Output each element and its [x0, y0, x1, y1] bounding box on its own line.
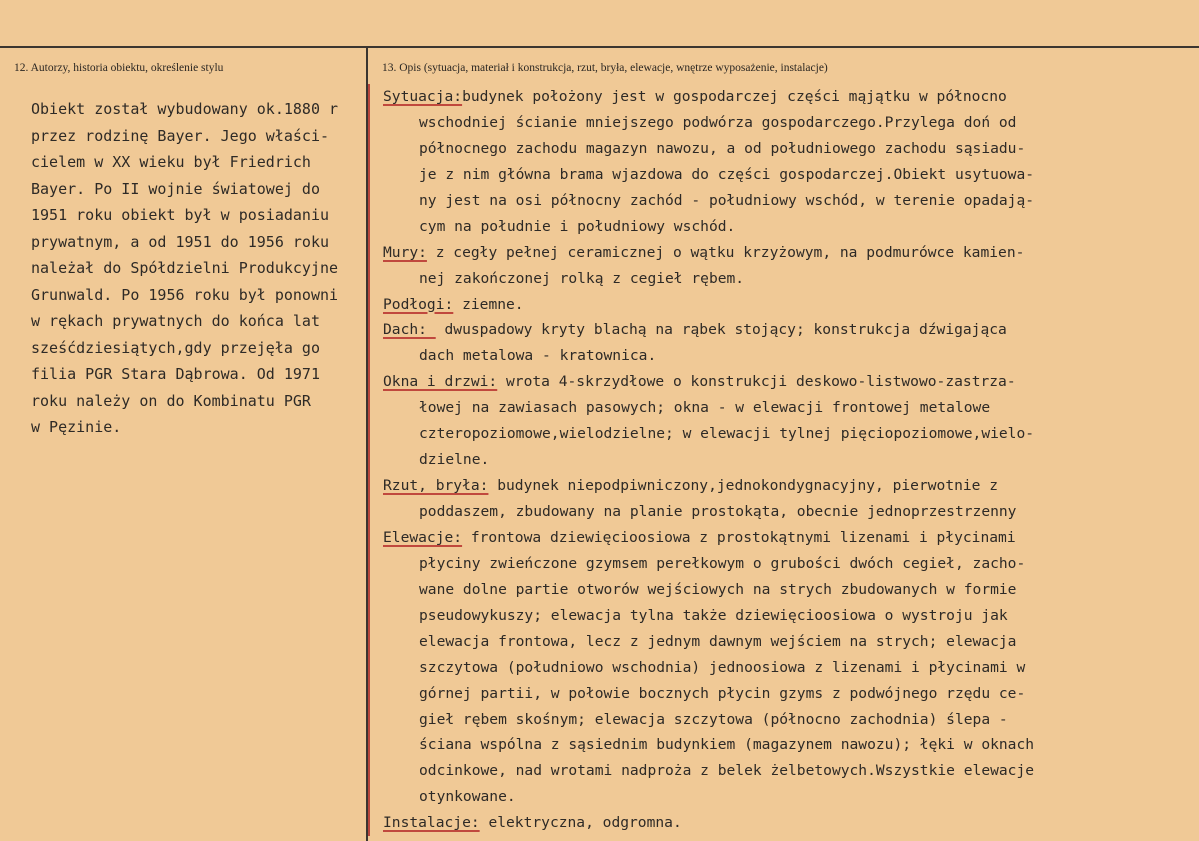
section-continuation-line: dach metalowa - kratownica. [419, 347, 657, 365]
history-line: Obiekt został wybudowany ok.1880 r [31, 100, 339, 118]
section-label: Rzut, bryła: [383, 477, 489, 495]
section-continuation-line: elewacja frontowa, lecz z jednym dawnym wejściem na strych; elewacja [419, 632, 1017, 650]
history-line: sześćdziesiątych,gdy przejęła go [31, 338, 320, 357]
section-label: Okna i drzwi: [383, 373, 498, 391]
section-label: Instalacje: [383, 814, 480, 832]
section-text: ziemne. [453, 295, 524, 313]
history-line: roku należy on do Kombinatu PGR [31, 391, 311, 410]
history-line: filia PGR Stara Dąbrowa. Od 1971 [31, 365, 320, 383]
section-continuation-line: odcinkowe, nad wrotami nadproża z belek żelbetowych.Wszystkie elewacje [419, 762, 1035, 780]
section-text: budynek położony jest w gospodarczej części mąjątku w północno [462, 88, 1007, 105]
history-line: Bayer. Po II wojnie światowej do [31, 179, 320, 198]
section-continuation-line: ny jest na osi północny zachód - południowy wschód, w terenie opadają- [419, 191, 1035, 209]
section-continuation-line: cym na południe i południowy wschód. [419, 217, 736, 235]
section-label: Elewacje: [383, 528, 463, 546]
section-continuation-line: poddaszem, zbudowany na planie prostokąta, obecnie jednoprzestrzenny [419, 503, 1017, 520]
history-line: w rękach prywatnych do końca lat [31, 312, 320, 330]
section-text: dwuspadowy kryty blachą na rąbek stojący; konstrukcja dźwigająca [435, 321, 1007, 339]
section-text: frontowa dziewięcioosiowa z prostokątnymi lizenami i płycinami [462, 528, 1016, 546]
history-line: 1951 roku obiekt był w posiadaniu [31, 206, 330, 224]
section-label: Mury: [383, 243, 427, 261]
section-text: z cegły pełnej ceramicznej o wątku krzyżowym, na podmurówce kamien- [426, 243, 1025, 261]
description-text [383, 84, 1193, 836]
section-continuation-line: ściana wspólna z sąsiednim budynkiem (magazynem nawozu); łęki w oknach [419, 736, 1035, 754]
history-line: należał do Spółdzielni Produkcyjne [31, 259, 339, 277]
section-text: wrota 4-skrzydłowe o konstrukcji deskowo-listwowo-zastrza- [497, 373, 1016, 391]
section-first-line [383, 240, 1193, 266]
section-continuation-line: czteropoziomowe,wielodzielne; w elewacji tylnej pięciopoziomowe,wielo- [419, 425, 1035, 443]
section-first-line [383, 473, 1193, 499]
history-line: Grunwald. Po 1956 roku był ponowni [31, 285, 339, 304]
section-label: Sytuacja: [383, 88, 463, 105]
section-12-heading: 12. Autorzy, historia obiektu, określenie stylu [14, 62, 224, 74]
history-text [31, 96, 367, 441]
section-first-line [383, 317, 1193, 343]
history-line: przez rodzinę Bayer. Jego właści- [31, 126, 330, 145]
section-label: Dach: [383, 321, 436, 339]
top-rule [0, 46, 1199, 48]
section-continuation-line: łowej na zawiasach pasowych; okna - w elewacji frontowej metalowe [419, 399, 991, 417]
section-first-line [383, 84, 1193, 110]
history-line: prywatnym, a od 1951 do 1956 roku [31, 232, 330, 251]
section-first-line [383, 369, 1193, 395]
section-text: budynek niepodpiwniczony,jednokondygnacyjny, pierwotnie z [488, 477, 999, 495]
section-first-line [383, 525, 1193, 551]
section-continuation-line: wschodniej ścianie mniejszego podwórza gospodarczego.Przylega doń od [419, 113, 1017, 131]
section-first-line [383, 810, 1193, 836]
section-continuation-line: otynkowane. [419, 788, 516, 806]
section-continuation-line: nej zakończonej rolką z cegieł rębem. [419, 269, 745, 287]
section-continuation-line: wane dolne partie otworów wejściowych na strych zbudowanych w formie [419, 580, 1017, 598]
red-margin-line [368, 84, 370, 836]
section-continuation-line: je z nim główna brama wjazdowa do części gospodarczej.Obiekt usytuowa- [419, 165, 1035, 183]
history-line: cielem w XX wieku był Friedrich [31, 153, 311, 171]
section-13-heading: 13. Opis (sytuacja, materiał i konstrukcja, rzut, bryła, elewacje, wnętrze wyposażenie, instalacje) [382, 62, 828, 74]
section-label: Podłogi: [383, 295, 454, 313]
section-continuation-line: pseudowykuszy; elewacja tylna także dziewięcioosiowa o wystroju jak [419, 606, 1008, 624]
history-line: w Pęzinie. [31, 418, 122, 436]
section-text: elektryczna, odgromna. [479, 814, 682, 832]
section-continuation-line: szczytowa (południowo wschodnia) jednoosiowa z lizenami i płycinami w [419, 658, 1026, 676]
section-continuation-line: górnej partii, w połowie bocznych płycin gzyms z podwójnego rzędu ce- [419, 684, 1026, 702]
section-continuation-line: płyciny zwieńczone gzymsem perełkowym o grubości dwóch cegieł, zacho- [419, 554, 1026, 572]
section-continuation-line: północnego zachodu magazyn nawozu, a od południowego zachodu sąsiadu- [419, 139, 1026, 157]
section-continuation-line: dzielne. [419, 451, 490, 469]
section-continuation-line: gieł rębem skośnym; elewacja szczytowa (północno zachodnia) ślepa - [419, 710, 1008, 728]
section-first-line [383, 292, 1193, 318]
